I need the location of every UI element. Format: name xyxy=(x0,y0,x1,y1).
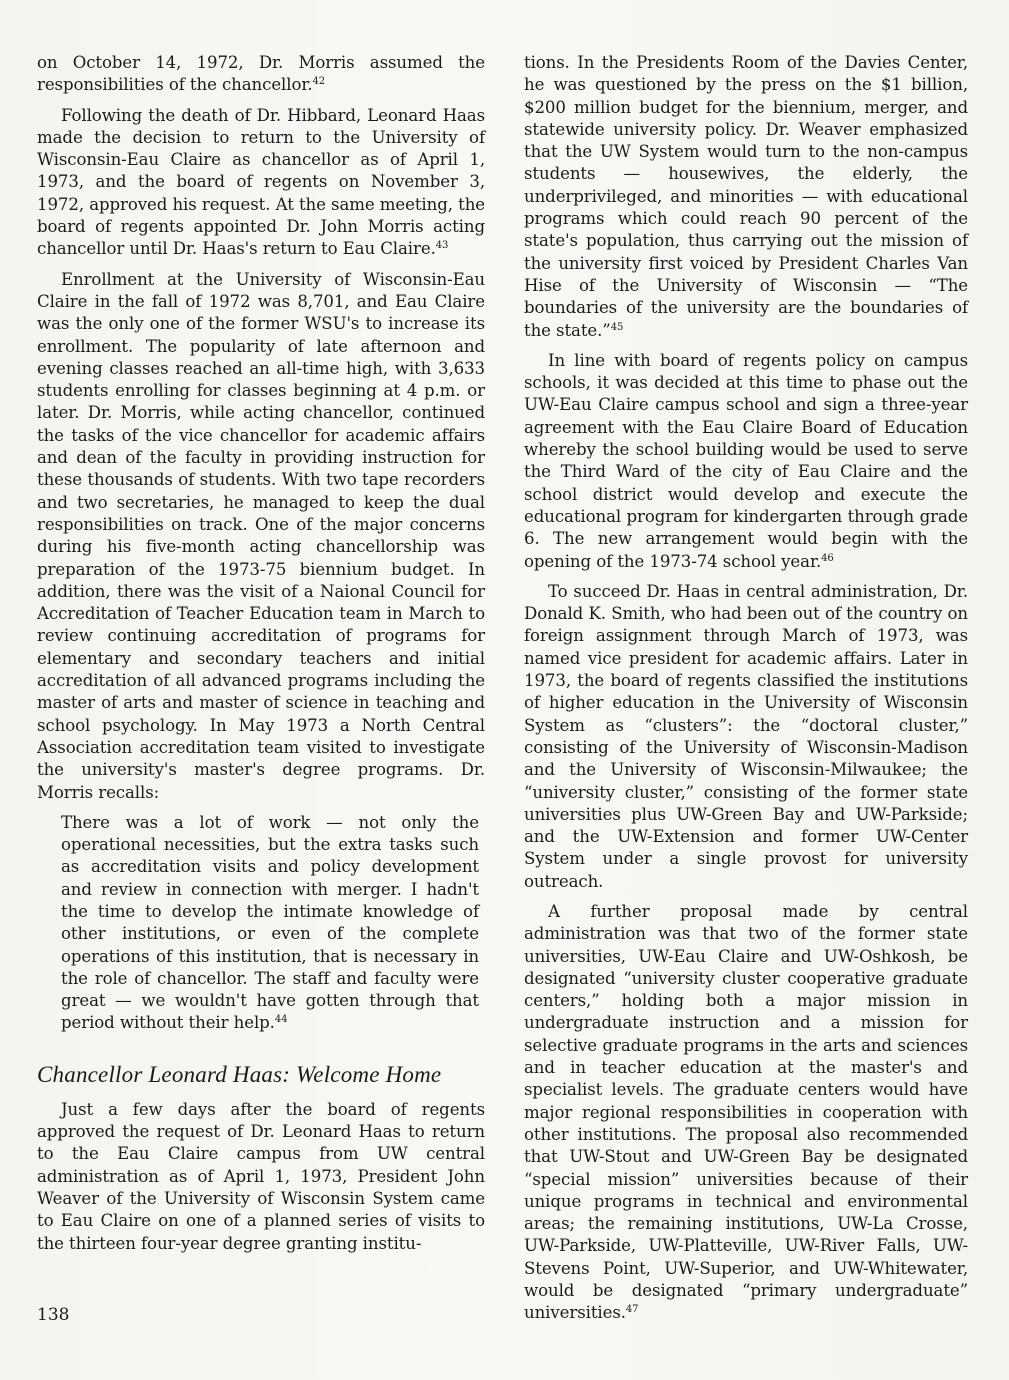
paragraph: Following the death of Dr. Hibbard, Leonard Haas made the decision to return to the University of Wisconsin-Eau Claire as chancellor as of April 1, 1973, and the board of regents on November 3, 1972, approved his request. At the same meeting, the board of regents appointed Dr. John Morris acting chancellor until Dr. Haas's return to Eau Claire.$^{43}$ xyxy=(37,105,485,259)
footnote-ref: 46 xyxy=(821,552,834,564)
footnote-ref: 45 xyxy=(610,321,624,333)
footnote-ref: 44 xyxy=(274,1014,288,1026)
right-column xyxy=(524,52,968,1333)
footnote-ref: 43 xyxy=(435,240,449,252)
paragraph: Enrollment at the University of Wisconsin-Eau Claire in the fall of 1972 was 8,701, and Eau Claire was the only one of the former WSU's to increase its enrollment. The popularity of late afternoon and evening classes reached an all-time high, with 3,633 students enrolling for classes beginning at 4 p.m. or later. Dr. Morris, while acting chancellor, continued the tasks of the vice chancellor for academic affairs and dean of the faculty in providing instruction for these thousands of students. With two tape recorders and two secretaries, he managed to keep the dual responsibilities on track. One of the major concerns during his five-month acting chancellorship was preparation of the 1973-75 biennium budget. In addition, there was the visit of a Naional Council for Accreditation of Teacher Education team in March to review continuing accreditation of programs for elementary and secondary teachers and initial accreditation of all advanced programs including the master of arts and master of science in teaching and school psychology. In May 1973 a North Central Association accreditation team visited to investigate the university's master's degree programs. Dr. Morris recalls: xyxy=(37,269,485,802)
footnote-ref: 42 xyxy=(312,76,326,88)
left-column xyxy=(37,52,485,1263)
paragraph: Just a few days after the board of regents approved the request of Dr. Leonard Haas to return to the Eau Claire campus from UW central administration as of April 1, 1973, President John Weaver of the University of Wisconsin System came to Eau Claire on one of a planned series of visits to the thirteen four-year degree granting institu- xyxy=(37,1099,485,1253)
block-quote: There was a lot of work — not only the operational necessities, but the extra tasks such as accreditation visits and policy development and review in connection with merger. I hadn't the time to develop the intimate knowledge of other institutions, or even of the complete operations of this institution, that is necessary in the role of chancellor. The staff and faculty were great — we wouldn't have gotten through that period without their help.$^{44}$ xyxy=(61,812,479,1033)
paragraph: To succeed Dr. Haas in central administration, Dr. Donald K. Smith, who had been out of the country on foreign assignment through March of 1973, was named vice president for academic affairs. Later in 1973, the board of regents classified the institutions of higher education in the University of Wisconsin System as “clusters”: the “doctoral cluster,” consisting of the University of Wisconsin-Madison and the University of Wisconsin-Milwaukee; the “university cluster,” consisting of the former state universities plus UW-Green Bay and UW-Parkside; and the UW-Extension and former UW-Center System under a single provost for university outreach. xyxy=(524,581,968,891)
page-number: 138 xyxy=(37,1305,70,1325)
paragraph: on October 14, 1972, Dr. Morris assumed the responsibilities of the chancellor.$^{42}$ xyxy=(37,53,485,95)
section-heading: Chancellor Leonard Haas: Welcome Home xyxy=(37,1061,442,1087)
footnote-ref: 47 xyxy=(625,1304,639,1316)
paragraph: In line with board of regents policy on campus schools, it was decided at this time to phase out the UW-Eau Claire campus school and sign a three-year agreement with the Eau Claire Board of Education whereby the school building would be used to serve the Third Ward of the city of Eau Claire and the school district would develop and execute the educational program for kindergarten through grade 6. The new arrangement would begin with the opening of the 1973-74 school year.$^{46}$ xyxy=(524,350,968,571)
paragraph: tions. In the Presidents Room of the Davies Center, he was questioned by the press on the $1 billion, $200 million budget for the biennium, merger, and statewide university policy. Dr. Weaver emphasized that the UW System would turn to the non-campus students — housewives, the elderly, the underprivileged, and minorities — with educational programs which could reach 90 percent of the state's population, thus carrying out the mission of the university first voiced by President Charles Van Hise of the University of Wisconsin — “The boundaries of the university are the boundaries of the state.”$^{45}$ xyxy=(524,53,968,340)
paragraph: A further proposal made by central administration was that two of the former state universities, UW-Eau Claire and UW-Oshkosh, be designated “university cluster cooperative graduate centers,” holding both a major mission in undergraduate instruction and a mission for selective graduate programs in the arts and sciences and in teacher education at the master's and specialist levels. The graduate centers would have major regional responsibilities in cooperation with other institutions. The proposal also recommended that UW-Stout and UW-Green Bay be designated “special mission” universities because of their unique programs in technical and environmental areas; the remaining institutions, UW-La Crosse, UW-Parkside, UW-Platteville, UW-River Falls, UW-Stevens Point, UW-Superior, and UW-Whitewater, would be designated “primary undergraduate” universities.$^{47}$ xyxy=(524,901,968,1323)
